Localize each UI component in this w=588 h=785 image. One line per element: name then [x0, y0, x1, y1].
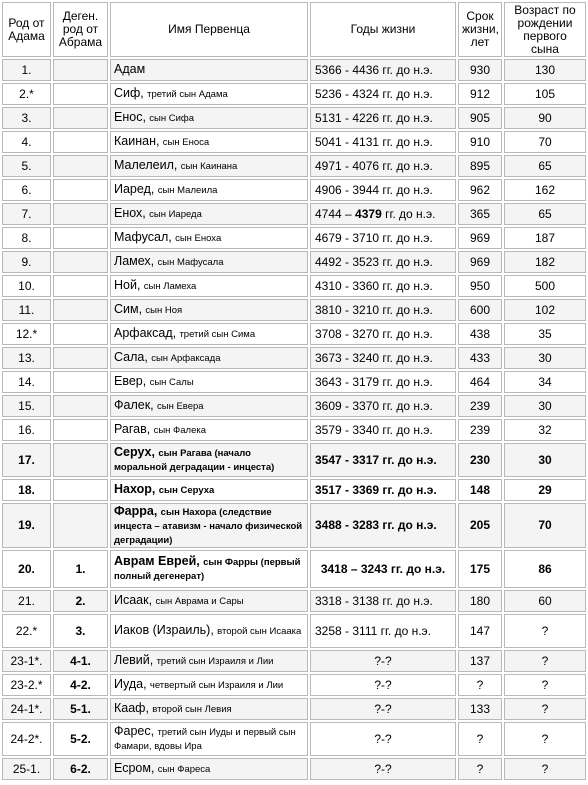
table-row	[2, 419, 586, 441]
firstborn-note: сын Ламеха	[143, 281, 197, 292]
firstborn-name: Иаков (Израиль),	[114, 623, 214, 637]
age-cell: 86	[504, 550, 586, 588]
age-cell: 162	[504, 179, 586, 201]
years-cell: 5236 - 4324 гг. до н.э.	[310, 83, 456, 105]
rod-cell: 11.	[2, 299, 51, 321]
age-cell: 102	[504, 299, 586, 321]
span-cell: 600	[458, 299, 502, 321]
table-row	[2, 758, 586, 780]
header-age: Возраст по рождении первого сына	[504, 2, 586, 57]
name-cell	[110, 614, 308, 648]
rod-cell: 16.	[2, 419, 51, 441]
years-cell: 5366 - 4436 гг. до н.э.	[310, 59, 456, 81]
firstborn-note: сын Аврама и Сары	[155, 596, 244, 607]
span-cell: 438	[458, 323, 502, 345]
years-cell: 3418 – 3243 гг. до н.э.	[310, 550, 456, 588]
years-cell: 3258 - 3111 гг. до н.э.	[310, 614, 456, 648]
age-cell: 130	[504, 59, 586, 81]
name-cell	[110, 203, 308, 225]
firstborn-note: сын Евера	[157, 401, 204, 412]
rod-cell: 10.	[2, 275, 51, 297]
degen-cell: 5-2.	[53, 722, 108, 756]
table-row	[2, 155, 586, 177]
years-cell: 4310 - 3360 гг. до н.э.	[310, 275, 456, 297]
degen-cell	[53, 299, 108, 321]
age-cell: 70	[504, 503, 586, 548]
firstborn-note: третий сын Иуды и первый сын Фамари, вдовы Ира	[114, 727, 296, 752]
firstborn-note: третий сын Израиля и Лии	[156, 656, 274, 667]
degen-cell	[53, 227, 108, 249]
age-cell: 60	[504, 590, 586, 612]
name-cell	[110, 722, 308, 756]
rod-cell: 23-2.*	[2, 674, 51, 696]
table-row	[2, 503, 586, 548]
years-cell: 3643 - 3179 гг. до н.э.	[310, 371, 456, 393]
span-cell: 930	[458, 59, 502, 81]
degen-cell: 4-1.	[53, 650, 108, 672]
age-cell: 29	[504, 479, 586, 501]
table-row	[2, 59, 586, 81]
rod-cell: 17.	[2, 443, 51, 477]
firstborn-note: сын Нахора (следствие инцеста – атавизм - начало физической деградации)	[114, 506, 303, 546]
span-cell: 205	[458, 503, 502, 548]
firstborn-name: Фарра,	[114, 503, 158, 518]
name-cell	[110, 650, 308, 672]
name-cell	[110, 758, 308, 780]
firstborn-name: Исаак,	[114, 593, 153, 607]
name-cell	[110, 275, 308, 297]
firstborn-name: Фалек,	[114, 398, 154, 412]
degen-cell	[53, 395, 108, 417]
age-cell: 500	[504, 275, 586, 297]
age-cell: ?	[504, 722, 586, 756]
span-cell: 230	[458, 443, 502, 477]
rod-cell: 7.	[2, 203, 51, 225]
span-cell: 147	[458, 614, 502, 648]
name-cell	[110, 674, 308, 696]
table-row	[2, 698, 586, 720]
rod-cell: 5.	[2, 155, 51, 177]
header-years: Годы жизни	[310, 2, 456, 57]
name-cell	[110, 227, 308, 249]
name-cell	[110, 107, 308, 129]
name-cell	[110, 503, 308, 548]
table-row	[2, 203, 586, 225]
rod-cell: 23-1*.	[2, 650, 51, 672]
span-cell: 912	[458, 83, 502, 105]
firstborn-name: Сиф,	[114, 86, 144, 100]
age-cell: ?	[504, 758, 586, 780]
span-cell: 969	[458, 227, 502, 249]
span-cell: 905	[458, 107, 502, 129]
span-cell: 433	[458, 347, 502, 369]
degen-cell	[53, 275, 108, 297]
name-cell	[110, 550, 308, 588]
span-cell: 950	[458, 275, 502, 297]
degen-cell	[53, 83, 108, 105]
rod-cell: 20.	[2, 550, 51, 588]
age-cell: 35	[504, 323, 586, 345]
firstborn-note: сын Малеила	[157, 185, 218, 196]
years-cell: 3673 - 3240 гг. до н.э.	[310, 347, 456, 369]
table-row	[2, 299, 586, 321]
firstborn-note: сын Арфаксада	[151, 353, 221, 364]
degen-cell	[53, 131, 108, 153]
years-cell: 4492 - 3523 гг. до н.э.	[310, 251, 456, 273]
rod-cell: 15.	[2, 395, 51, 417]
rod-cell: 25-1.	[2, 758, 51, 780]
firstborn-note: второй сын Левия	[152, 704, 232, 715]
span-cell: 910	[458, 131, 502, 153]
table-row	[2, 550, 586, 588]
table-row	[2, 131, 586, 153]
firstborn-note: сын Серуха	[158, 485, 215, 496]
degen-cell	[53, 107, 108, 129]
rod-cell: 18.	[2, 479, 51, 501]
degen-cell	[53, 419, 108, 441]
firstborn-note: сын Фарры (первый полный дегенерат)	[114, 557, 301, 582]
span-cell: 239	[458, 419, 502, 441]
table-row	[2, 443, 586, 477]
firstborn-name: Рагав,	[114, 422, 151, 436]
years-cell: 3708 - 3270 гг. до н.э.	[310, 323, 456, 345]
firstborn-name: Ной,	[114, 278, 141, 292]
firstborn-name: Арфаксад,	[114, 326, 177, 340]
name-cell	[110, 179, 308, 201]
span-cell: ?	[458, 722, 502, 756]
name-cell	[110, 59, 308, 81]
degen-cell: 5-1.	[53, 698, 108, 720]
table-row	[2, 323, 586, 345]
firstborn-name: Каинан,	[114, 134, 160, 148]
firstborn-note: сын Фареса	[157, 764, 211, 775]
rod-cell: 8.	[2, 227, 51, 249]
age-cell: 182	[504, 251, 586, 273]
span-cell: 180	[458, 590, 502, 612]
degen-cell: 1.	[53, 550, 108, 588]
span-cell: 464	[458, 371, 502, 393]
degen-cell: 2.	[53, 590, 108, 612]
table-row	[2, 227, 586, 249]
degen-cell	[53, 371, 108, 393]
years-cell: 5041 - 4131 гг. до н.э.	[310, 131, 456, 153]
name-cell	[110, 590, 308, 612]
rod-cell: 19.	[2, 503, 51, 548]
span-cell: 137	[458, 650, 502, 672]
age-cell: ?	[504, 698, 586, 720]
firstborn-name: Иаред,	[114, 182, 155, 196]
table-row	[2, 614, 586, 648]
years-cell: 3318 - 3138 гг. до н.э.	[310, 590, 456, 612]
degen-cell	[53, 59, 108, 81]
firstborn-name: Кааф,	[114, 701, 149, 715]
age-cell: 34	[504, 371, 586, 393]
firstborn-name: Фарес,	[114, 724, 155, 738]
table-row	[2, 251, 586, 273]
name-cell	[110, 83, 308, 105]
firstborn-name: Евер,	[114, 374, 147, 388]
degen-cell: 3.	[53, 614, 108, 648]
firstborn-name: Мафусал,	[114, 230, 172, 244]
years-cell: ?-?	[310, 698, 456, 720]
years-cell: 4906 - 3944 гг. до н.э.	[310, 179, 456, 201]
years-cell: 3488 - 3283 гг. до н.э.	[310, 503, 456, 548]
rod-cell: 3.	[2, 107, 51, 129]
table-header-row	[2, 2, 586, 57]
name-cell	[110, 323, 308, 345]
firstborn-name: Сала,	[114, 350, 148, 364]
firstborn-name: Сим,	[114, 302, 143, 316]
years-cell	[310, 203, 456, 225]
age-cell: 187	[504, 227, 586, 249]
years-cell: 3810 - 3210 гг. до н.э.	[310, 299, 456, 321]
name-cell	[110, 371, 308, 393]
table-row	[2, 275, 586, 297]
rod-cell: 13.	[2, 347, 51, 369]
years-cell: 4679 - 3710 гг. до н.э.	[310, 227, 456, 249]
firstborn-note: сын Иареда	[149, 209, 202, 220]
firstborn-note: третий сын Сима	[179, 329, 256, 340]
age-cell: 32	[504, 419, 586, 441]
span-cell: 969	[458, 251, 502, 273]
degen-cell	[53, 251, 108, 273]
degen-cell	[53, 155, 108, 177]
years-cell: 3579 - 3340 гг. до н.э.	[310, 419, 456, 441]
span-cell: 239	[458, 395, 502, 417]
age-cell: 90	[504, 107, 586, 129]
rod-cell: 21.	[2, 590, 51, 612]
age-cell: 65	[504, 203, 586, 225]
header-name: Имя Первенца	[110, 2, 308, 57]
name-cell	[110, 479, 308, 501]
firstborn-name: Малелеил,	[114, 158, 178, 172]
age-cell: 65	[504, 155, 586, 177]
firstborn-note: сын Сифа	[149, 113, 194, 124]
table-row	[2, 107, 586, 129]
span-cell: 895	[458, 155, 502, 177]
header-rod: Род от Адама	[2, 2, 51, 57]
years-end-bold: 4379	[355, 206, 382, 221]
span-cell: ?	[458, 758, 502, 780]
table-row	[2, 347, 586, 369]
table-row	[2, 650, 586, 672]
table-row	[2, 674, 586, 696]
degen-cell	[53, 323, 108, 345]
name-cell	[110, 698, 308, 720]
years-cell: ?-?	[310, 674, 456, 696]
years-suffix: гг. до н.э.	[381, 206, 436, 221]
table-row	[2, 395, 586, 417]
span-cell: 365	[458, 203, 502, 225]
firstborn-note: четвертый сын Израиля и Лии	[149, 680, 284, 691]
years-cell: 3517 - 3369 гг. до н.э.	[310, 479, 456, 501]
age-cell: ?	[504, 674, 586, 696]
span-cell: 133	[458, 698, 502, 720]
firstborn-name: Енос,	[114, 110, 146, 124]
age-cell: 105	[504, 83, 586, 105]
rod-cell: 24-2*.	[2, 722, 51, 756]
years-cell: ?-?	[310, 758, 456, 780]
degen-cell	[53, 203, 108, 225]
name-cell	[110, 251, 308, 273]
age-cell: 70	[504, 131, 586, 153]
firstborn-note: сын Еноха	[175, 233, 222, 244]
firstborn-name: Аврам Еврей,	[114, 554, 200, 568]
rod-cell: 14.	[2, 371, 51, 393]
years-start: 4744 –	[315, 206, 356, 221]
name-cell	[110, 347, 308, 369]
firstborn-note: сын Ноя	[145, 305, 183, 316]
degen-cell: 6-2.	[53, 758, 108, 780]
firstborn-note: сын Мафусала	[157, 257, 224, 268]
firstborn-note: сын Еноса	[162, 137, 210, 148]
table-row	[2, 722, 586, 756]
table-row	[2, 179, 586, 201]
firstborn-name: Адам	[114, 62, 146, 76]
age-cell: 30	[504, 347, 586, 369]
years-cell: 3547 - 3317 гг. до н.э.	[310, 443, 456, 477]
rod-cell: 6.	[2, 179, 51, 201]
span-cell: 962	[458, 179, 502, 201]
span-cell: 175	[458, 550, 502, 588]
degen-cell	[53, 347, 108, 369]
name-cell	[110, 395, 308, 417]
years-cell: ?-?	[310, 722, 456, 756]
firstborn-name: Есром,	[114, 761, 155, 775]
rod-cell: 9.	[2, 251, 51, 273]
years-cell: 3609 - 3370 гг. до н.э.	[310, 395, 456, 417]
span-cell: ?	[458, 674, 502, 696]
name-cell	[110, 419, 308, 441]
degen-cell	[53, 443, 108, 477]
firstborn-note: третий сын Адама	[147, 89, 228, 100]
name-cell	[110, 131, 308, 153]
firstborn-name: Иуда,	[114, 677, 147, 691]
header-span: Срок жизни, лет	[458, 2, 502, 57]
firstborn-note: второй сын Исаака	[217, 626, 302, 637]
rod-cell: 12.*	[2, 323, 51, 345]
firstborn-name: Серух,	[114, 445, 155, 459]
table-row	[2, 479, 586, 501]
rod-cell: 1.	[2, 59, 51, 81]
rod-cell: 4.	[2, 131, 51, 153]
degen-cell	[53, 179, 108, 201]
firstborn-name: Ламех,	[114, 254, 155, 268]
name-cell	[110, 443, 308, 477]
table-row	[2, 371, 586, 393]
rod-cell: 22.*	[2, 614, 51, 648]
age-cell: 30	[504, 443, 586, 477]
firstborn-name: Енох,	[114, 206, 146, 220]
years-cell: 4971 - 4076 гг. до н.э.	[310, 155, 456, 177]
degen-cell	[53, 503, 108, 548]
firstborn-name: Нахор,	[114, 482, 156, 496]
name-cell	[110, 155, 308, 177]
name-cell	[110, 299, 308, 321]
firstborn-note: сын Каинана	[180, 161, 238, 172]
years-cell: ?-?	[310, 650, 456, 672]
header-degen: Деген. род от Абрама	[53, 2, 108, 57]
firstborn-note: сын Фалека	[153, 425, 207, 436]
rod-cell: 2.*	[2, 83, 51, 105]
table-row	[2, 83, 586, 105]
age-cell: ?	[504, 614, 586, 648]
table-row	[2, 590, 586, 612]
age-cell: ?	[504, 650, 586, 672]
degen-cell: 4-2.	[53, 674, 108, 696]
rod-cell: 24-1*.	[2, 698, 51, 720]
firstborn-note: сын Салы	[149, 377, 194, 388]
firstborn-name: Левий,	[114, 653, 154, 667]
span-cell: 148	[458, 479, 502, 501]
years-cell: 5131 - 4226 гг. до н.э.	[310, 107, 456, 129]
age-cell: 30	[504, 395, 586, 417]
degen-cell	[53, 479, 108, 501]
firstborn-note: сын Рагава (начало моральной деградации - инцеста)	[114, 448, 275, 473]
